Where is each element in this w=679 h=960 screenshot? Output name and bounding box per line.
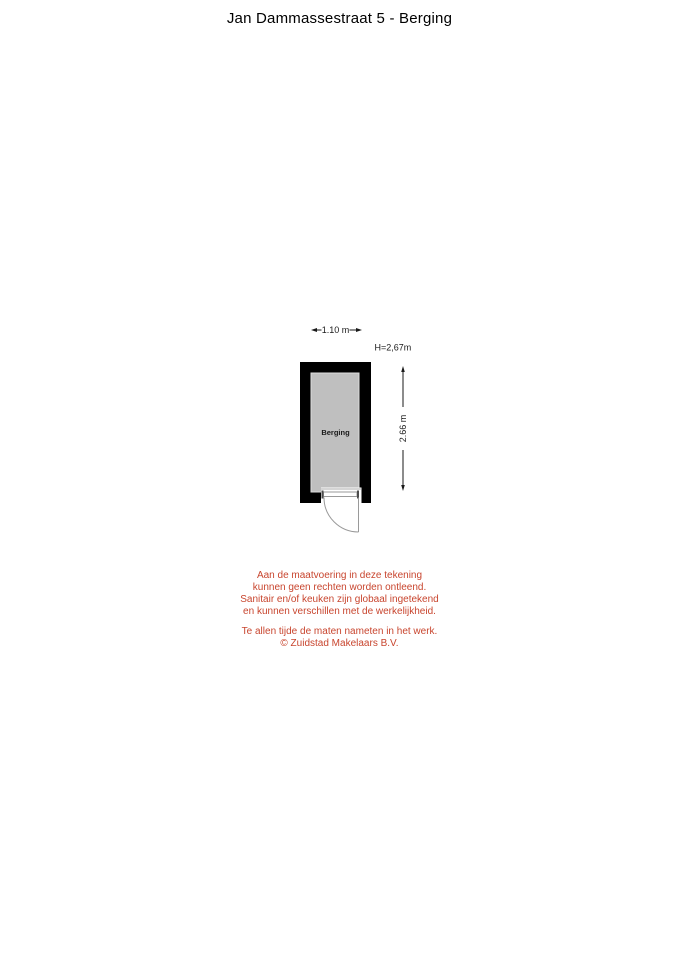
disclaimer-paragraph-1 xyxy=(0,570,679,618)
room-label: Berging xyxy=(321,428,350,437)
width-dimension xyxy=(311,325,362,335)
door xyxy=(321,488,362,533)
depth-dim-bottom-arrow-icon xyxy=(401,485,405,491)
door-jamb-right xyxy=(357,491,359,499)
width-dim-right-arrow-icon xyxy=(356,328,362,332)
width-dim-label: 1.10 m xyxy=(321,325,350,336)
disclaimer xyxy=(0,570,679,650)
door-jamb-left xyxy=(322,491,324,499)
disclaimer-line: Aan de maatvoering in deze tekening xyxy=(256,570,423,581)
depth-dim-label: 2.66 m xyxy=(398,414,408,443)
disclaimer-line: en kunnen verschillen met de werkelijkheid. xyxy=(243,606,436,617)
door-threshold xyxy=(324,492,358,497)
floorplan-drawing xyxy=(280,310,430,550)
disclaimer-line: Te allen tijde de maten nameten in het werk. xyxy=(241,626,438,637)
ceiling-height-label: H=2,67m xyxy=(374,342,412,353)
disclaimer-line: Sanitair en/of keuken zijn globaal ingetekend xyxy=(240,594,439,605)
depth-dimension xyxy=(398,366,408,491)
page-title: Jan Dammassestraat 5 - Berging xyxy=(226,10,453,27)
copyright-line: © Zuidstad Makelaars B.V. xyxy=(280,638,399,649)
disclaimer-line: kunnen geen rechten worden ontleend. xyxy=(252,582,427,593)
disclaimer-paragraph-2 xyxy=(0,626,679,650)
